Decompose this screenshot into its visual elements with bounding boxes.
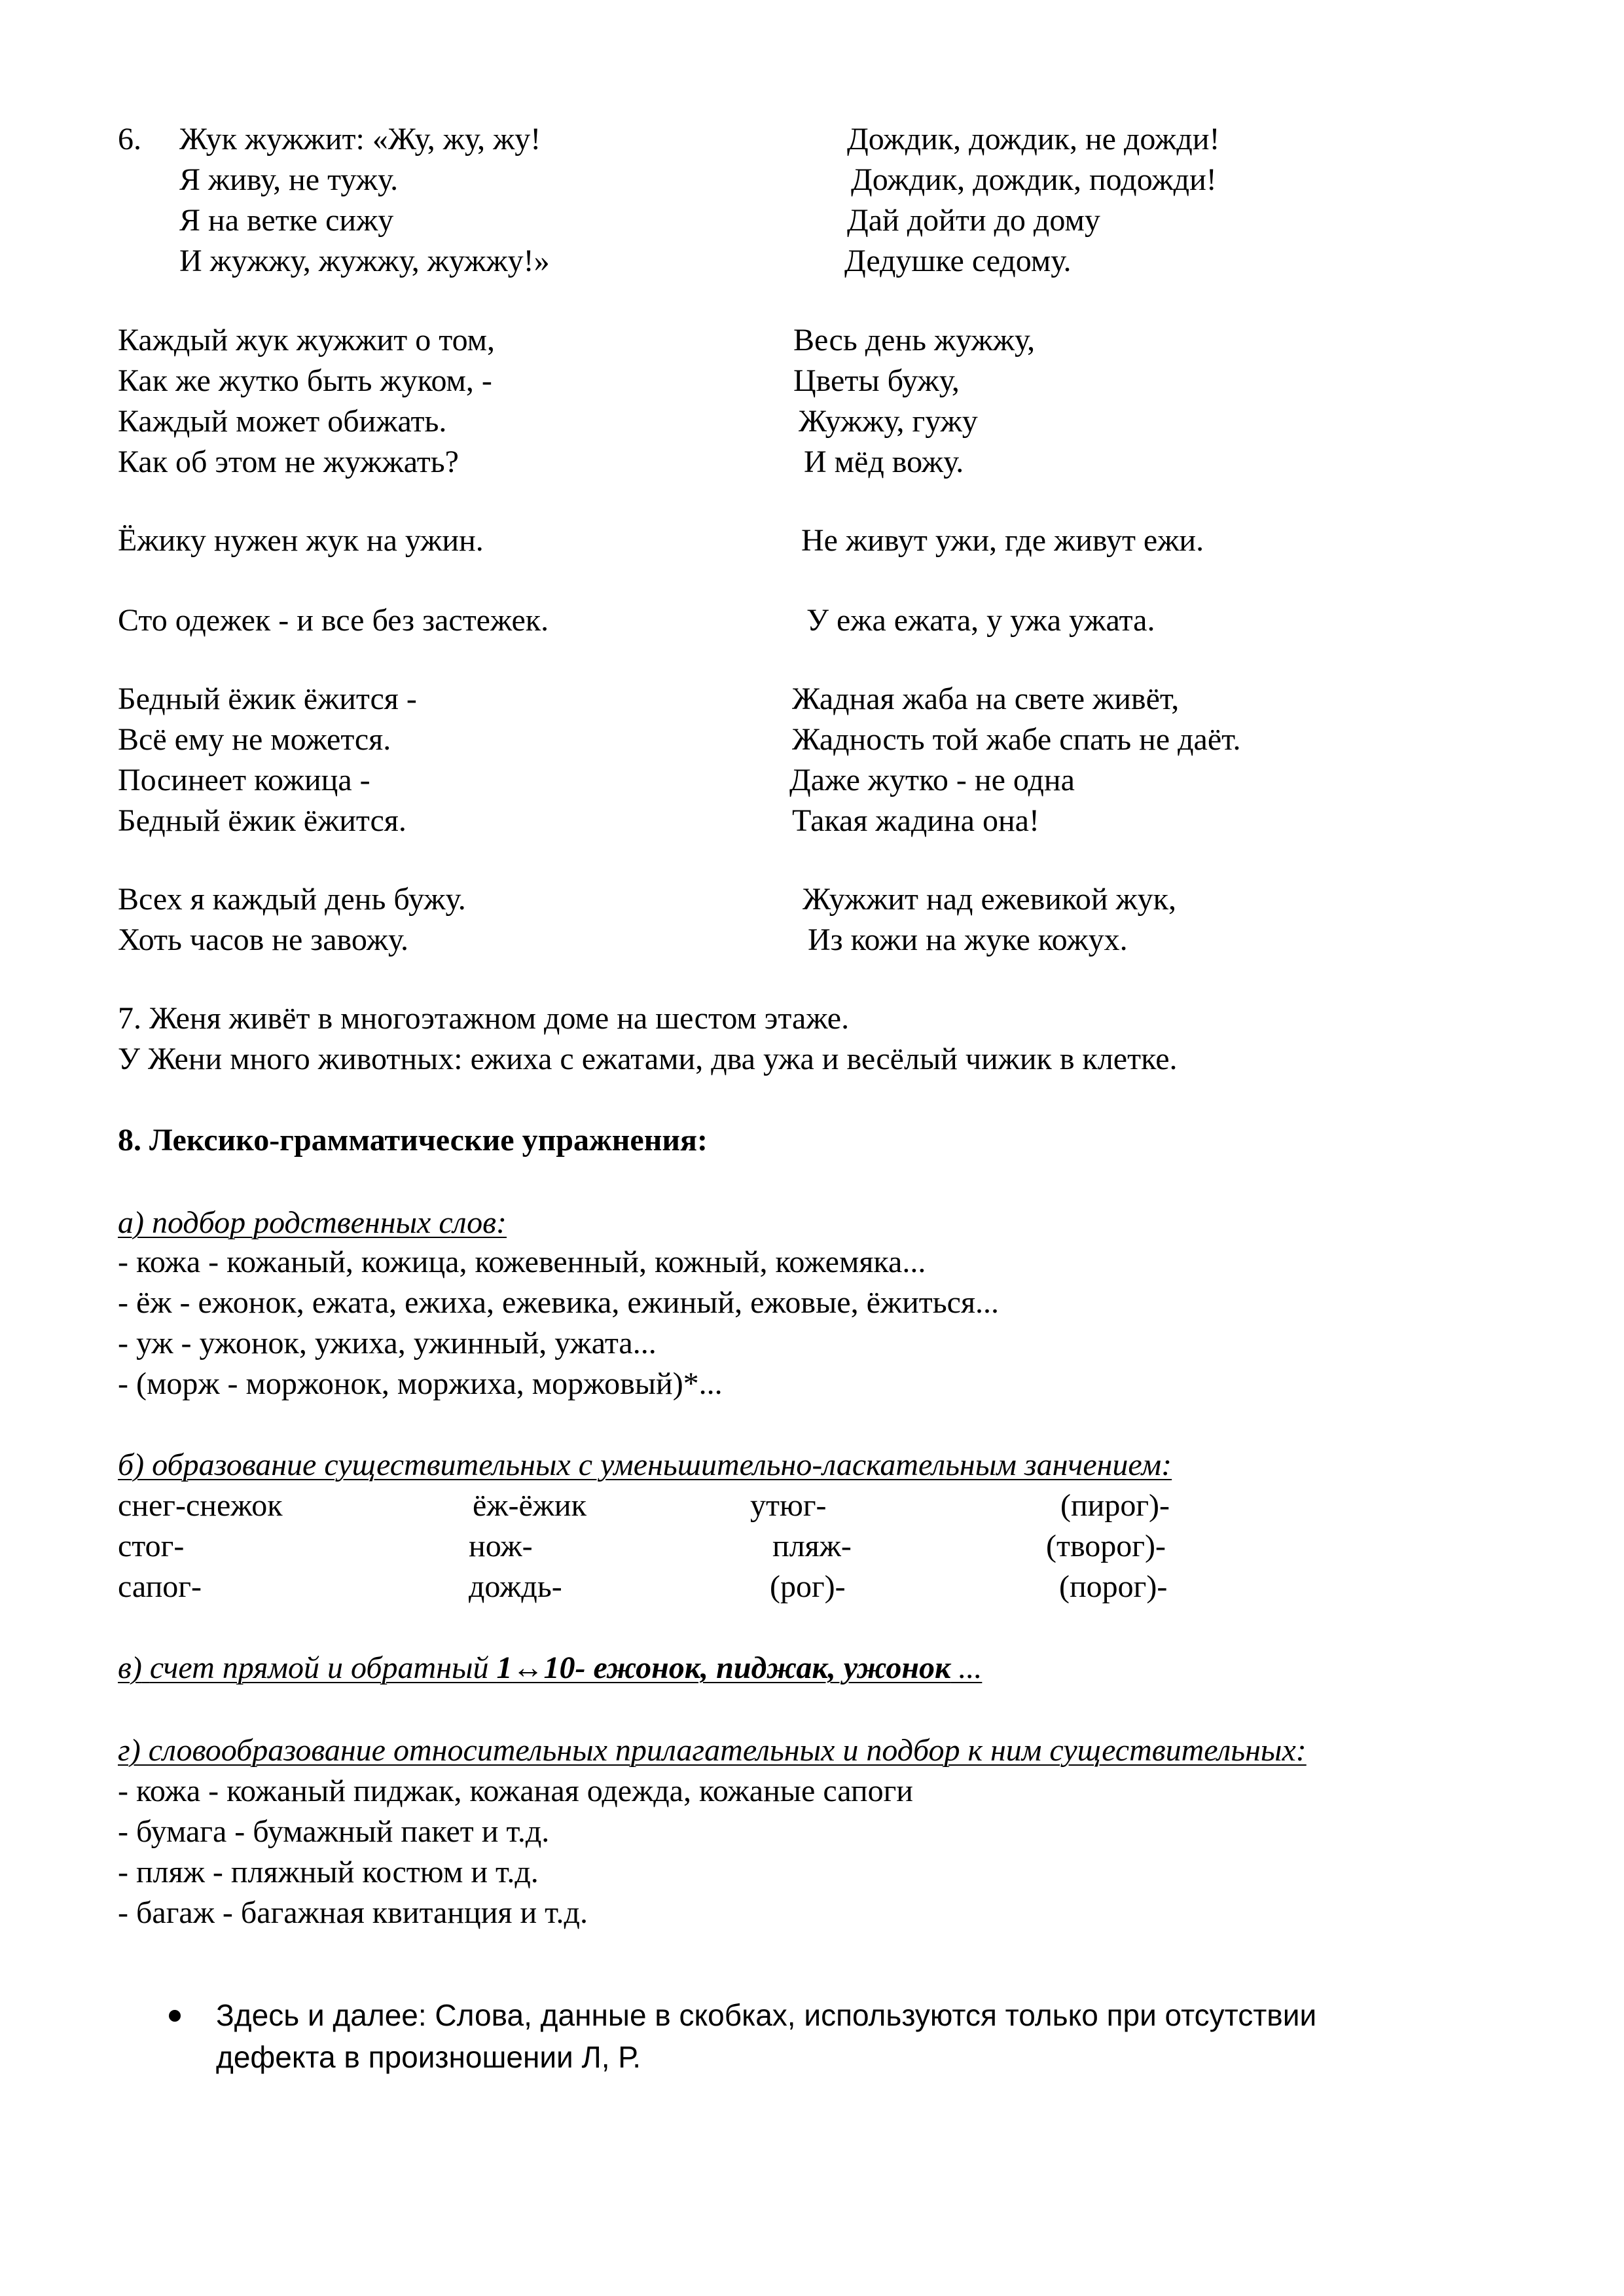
poem-line: Такая жадина она! xyxy=(792,803,1039,838)
footnote-line: дефекта в произношении Л, Р. xyxy=(216,2040,641,2074)
poem-line: Бедный ёжик ёжится. xyxy=(118,803,406,838)
section-8-heading: 8. Лексико-грамматические упражнения: xyxy=(118,1123,708,1157)
poem-line: Даже жутко - не одна xyxy=(789,763,1075,797)
list-item: - (морж - моржонок, моржиха, моржовый)*... xyxy=(118,1366,723,1401)
double-arrow-icon: ↔ xyxy=(512,1650,544,1685)
poem-line: Дай дойти до дому xyxy=(847,203,1100,238)
word-cell: (рог)- xyxy=(770,1569,846,1604)
section-7-line: У Жени много животных: ежиха с ежатами, два ужа и весёлый чижик в клетке. xyxy=(118,1042,1178,1076)
tongue-twister: Ёжику нужен жук на ужин. xyxy=(118,523,484,558)
list-item: - бумага - бумажный пакет и т.д. xyxy=(118,1814,550,1849)
word-cell: снег-снежок xyxy=(118,1488,283,1523)
list-item: - кожа - кожаный, кожица, кожевенный, кожный, кожемяка... xyxy=(118,1245,926,1279)
list-item: - ёж - ежонок, ежата, ежиха, ежевика, ежиный, ежовые, ёжиться... xyxy=(118,1285,1000,1320)
count-words: 10- ежонок, пиджак, ужонок xyxy=(543,1650,951,1685)
poem-line: Посинеет кожица - xyxy=(118,763,370,797)
ellipsis: ... xyxy=(950,1650,983,1685)
word-cell: (порог)- xyxy=(1059,1569,1168,1604)
poem-line: Дождик, дождик, не дожди! xyxy=(847,122,1220,156)
poem-line: Каждый жук жужжит о том, xyxy=(118,323,496,357)
poem-line: Я живу, не тужу. xyxy=(179,162,399,197)
list-item: - кожа - кожаный пиджак, кожаная одежда, кожаные сапоги xyxy=(118,1774,913,1808)
poem-line: Я на ветке сижу xyxy=(179,203,394,238)
subsection-v-text: счет прямой и обратный xyxy=(149,1650,489,1685)
poem-line: Всё ему не можется. xyxy=(118,722,391,757)
poem-line: Жадная жаба на свете живёт, xyxy=(792,682,1180,716)
word-cell: (пирог)- xyxy=(1060,1488,1170,1523)
riddle: Сто одежек - и все без застежек. xyxy=(118,603,549,638)
subsection-v xyxy=(118,1649,982,1688)
poem-line: И жужжу, жужжу, жужжу!» xyxy=(179,244,550,278)
tongue-twister: Не живут ужи, где живут ежи. xyxy=(801,523,1204,558)
subsection-b-title: б) образование существительных с уменьшительно-ласкательным занчением: xyxy=(118,1448,1172,1482)
section-7-line: 7. Женя живёт в многоэтажном доме на шестом этаже. xyxy=(118,1001,850,1036)
list-item: - пляж - пляжный костюм и т.д. xyxy=(118,1855,539,1889)
poem-line: Каждый может обижать. xyxy=(118,404,447,439)
tongue-twister: Из кожи на жуке кожух. xyxy=(808,922,1128,957)
word-cell: (творог)- xyxy=(1046,1529,1166,1563)
poem-line: Жадность той жабе спать не даёт. xyxy=(792,722,1241,757)
count-start: 1 xyxy=(496,1650,513,1685)
word-cell: стог- xyxy=(118,1529,185,1563)
poem-line: Как об этом не жужжать? xyxy=(118,445,459,479)
subsection-v-prefix: в) xyxy=(118,1650,142,1685)
poem-line: Бедный ёжик ёжится - xyxy=(118,682,417,716)
tongue-twister: Жужжит над ежевикой жук, xyxy=(803,882,1176,917)
list-item: - уж - ужонок, ужиха, ужинный, ужата... xyxy=(118,1326,657,1360)
tongue-twister: У ежа ежата, у ужа ужата. xyxy=(806,603,1155,638)
poem-line: Дедушке седому. xyxy=(844,244,1072,278)
section-6-number: 6. xyxy=(118,122,141,156)
poem-line: И мёд вожу. xyxy=(804,445,964,479)
word-cell: дождь- xyxy=(469,1569,562,1604)
word-cell: сапог- xyxy=(118,1569,202,1604)
subsection-g-title: г) словообразование относительных прилагательных и подбор к ним существительных: xyxy=(118,1733,1307,1768)
footnote-line: Здесь и далее: Слова, данные в скобках, используются только при отсутствии xyxy=(216,1998,1317,2032)
riddle: Всех я каждый день бужу. xyxy=(118,882,466,917)
poem-line: Цветы бужу, xyxy=(793,363,960,398)
poem-line: Весь день жужжу, xyxy=(793,323,1036,357)
subsection-a-title: а) подбор родственных слов: xyxy=(118,1205,507,1240)
word-cell: утюг- xyxy=(750,1488,827,1523)
word-cell: нож- xyxy=(469,1529,533,1563)
poem-line: Жук жужжит: «Жу, жу, жу! xyxy=(179,122,541,156)
bullet-icon xyxy=(169,2010,181,2022)
poem-line: Дождик, дождик, подожди! xyxy=(851,162,1217,197)
riddle: Хоть часов не завожу. xyxy=(118,922,409,957)
poem-line: Как же жутко быть жуком, - xyxy=(118,363,492,398)
word-cell: ёж-ёжик xyxy=(473,1488,586,1523)
word-cell: пляж- xyxy=(772,1529,852,1563)
list-item: - багаж - багажная квитанция и т.д. xyxy=(118,1895,588,1930)
poem-line: Жужжу, гужу xyxy=(799,404,978,439)
